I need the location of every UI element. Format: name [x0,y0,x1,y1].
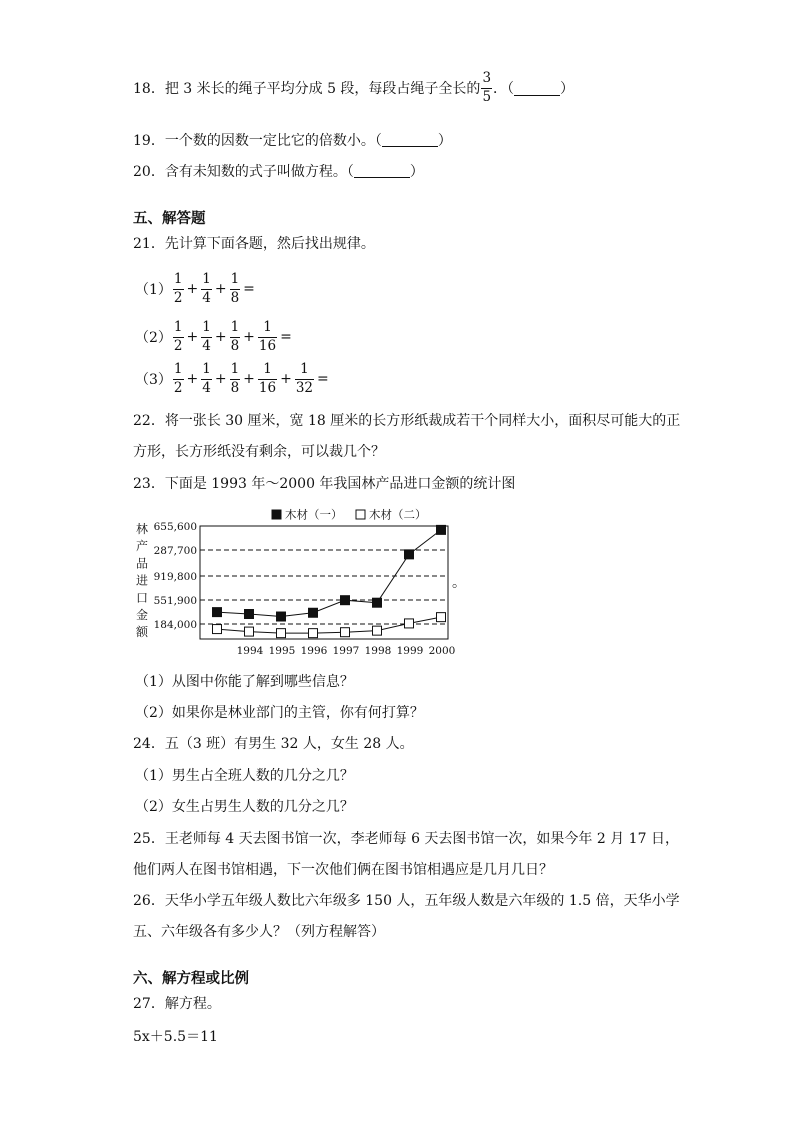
x-tick-label: 1997 [332,645,360,657]
q20-answer-blank[interactable] [354,163,410,178]
data-point [373,626,382,635]
q23-sub-2: （2）如果你是林业部门的主管，你有何打算？ [135,705,424,721]
legend-label: 木材（二） [369,507,427,522]
x-tick-label: 2000 [428,645,456,657]
question-25-line-1: 25．王老师每 4 天去图书馆一次，李老师每 6 天去图书馆一次，如果今年 2 月 17 日， [133,831,679,847]
q21-item-3: （3） $\frac{1}{2}$ + $\frac{1}{4}$ + $\frac{1}{8}$ + $\frac{1}{16}$ + $\frac{1}{32}$ = [135,361,329,396]
q21-item-2: （2） $\frac{1}{2}$ + $\frac{1}{4}$ + $\frac{1}{8}$ + $\frac{1}{16}$ = [135,319,292,354]
question-18: 18．把 3 米长的绳子平均分成 5 段，每段占绳子全长的 $\frac{3}{5}$ ．（ ） [133,70,575,105]
q18-fraction: $\frac{3}{5}$ [482,70,492,105]
x-tick-label: 1994 [236,645,264,657]
chart-series [213,525,446,637]
chart-trailing-dot: 。 [452,575,466,591]
q27-equation: 5x＋5.5＝11 [133,1029,218,1045]
question-21: 21．先计算下面各题，然后找出规律。 [133,236,375,252]
q21-item-1: （1） $\frac{1}{2}$ + $\frac{1}{4}$ + $\frac{1}{8}$ = [135,271,255,306]
y-axis-label [136,521,149,639]
q19-answer-blank[interactable] [382,132,438,147]
y-tick-label: 287,700 [153,545,197,557]
question-22-line-2: 方形，长方形纸没有剩余，可以裁几个？ [133,444,385,460]
section-6-title: 六、解方程或比例 [133,971,249,987]
legend-label: 木材（一） [285,507,343,522]
data-point [341,628,350,637]
data-point [405,550,414,559]
q23-sub-1: （1）从图中你能了解到哪些信息？ [135,674,354,690]
y-tick-label: 184,000 [153,619,197,631]
data-point [277,612,286,621]
q24-sub-2: （2）女生占男生人数的几分之几？ [135,799,354,815]
y-label-char: 产 [135,539,149,554]
data-point [373,598,382,607]
q18-text: 18．把 3 米长的绳子平均分成 5 段，每段占绳子全长的 [133,81,481,97]
question-20: 20．含有未知数的式子叫做方程。（ ） [133,164,424,180]
x-tick-label: 1995 [268,645,296,657]
y-tick-label: 551,900 [153,595,197,607]
question-24: 24．五（3 班）有男生 32 人，女生 28 人。 [133,736,414,752]
question-22-line-1: 22．将一张长 30 厘米，宽 18 厘米的长方形纸裁成若干个同样大小，面积尽可能大的正 [133,413,681,429]
q24-sub-1: （1）男生占全班人数的几分之几？ [135,768,354,784]
data-point [245,627,254,636]
legend-marker [272,510,281,519]
data-point [245,610,254,619]
question-23: 23．下面是 1993 年～2000 年我国林产品进口金额的统计图 [133,476,516,492]
series-line-1 [217,530,441,617]
y-label-char: 品 [135,556,149,571]
x-tick-labels [237,645,456,657]
q18-answer-blank[interactable] [514,81,560,96]
y-tick-label: 919,800 [153,571,197,583]
y-label-char: 额 [135,625,149,640]
y-label-char: 口 [135,590,149,605]
y-label-char: 进 [135,573,149,588]
y-label-char: 金 [135,608,149,622]
data-point [309,608,318,617]
question-27: 27．解方程。 [133,996,221,1012]
x-tick-label: 1998 [364,645,392,657]
question-25-line-2: 他们两人在图书馆相遇，下一次他们俩在图书馆相遇应是几月几日？ [133,862,553,878]
data-point [341,596,350,605]
data-point [405,619,414,628]
question-26-line-2: 五、六年级各有多少人？（列方程解答） [133,924,385,940]
data-point [277,629,286,638]
data-point [309,629,318,638]
x-tick-label: 1999 [396,645,424,657]
y-tick-label: 655,600 [153,521,197,533]
data-point [437,613,446,622]
chart-legend [272,508,427,522]
question-26-line-1: 26．天华小学五年级人数比六年级多 150 人，五年级人数是六年级的 1.5 倍，天华小学 [133,893,680,909]
import-line-chart [128,500,468,662]
question-19: 19．一个数的因数一定比它的倍数小。（ ） [133,133,452,149]
y-label-char: 林 [135,522,149,536]
x-tick-label: 1996 [300,645,328,657]
data-point [213,608,222,617]
legend-marker [356,510,365,519]
y-tick-labels [154,521,197,631]
data-point [213,625,222,634]
section-5-title: 五、解答题 [133,211,206,227]
data-point [437,525,446,534]
